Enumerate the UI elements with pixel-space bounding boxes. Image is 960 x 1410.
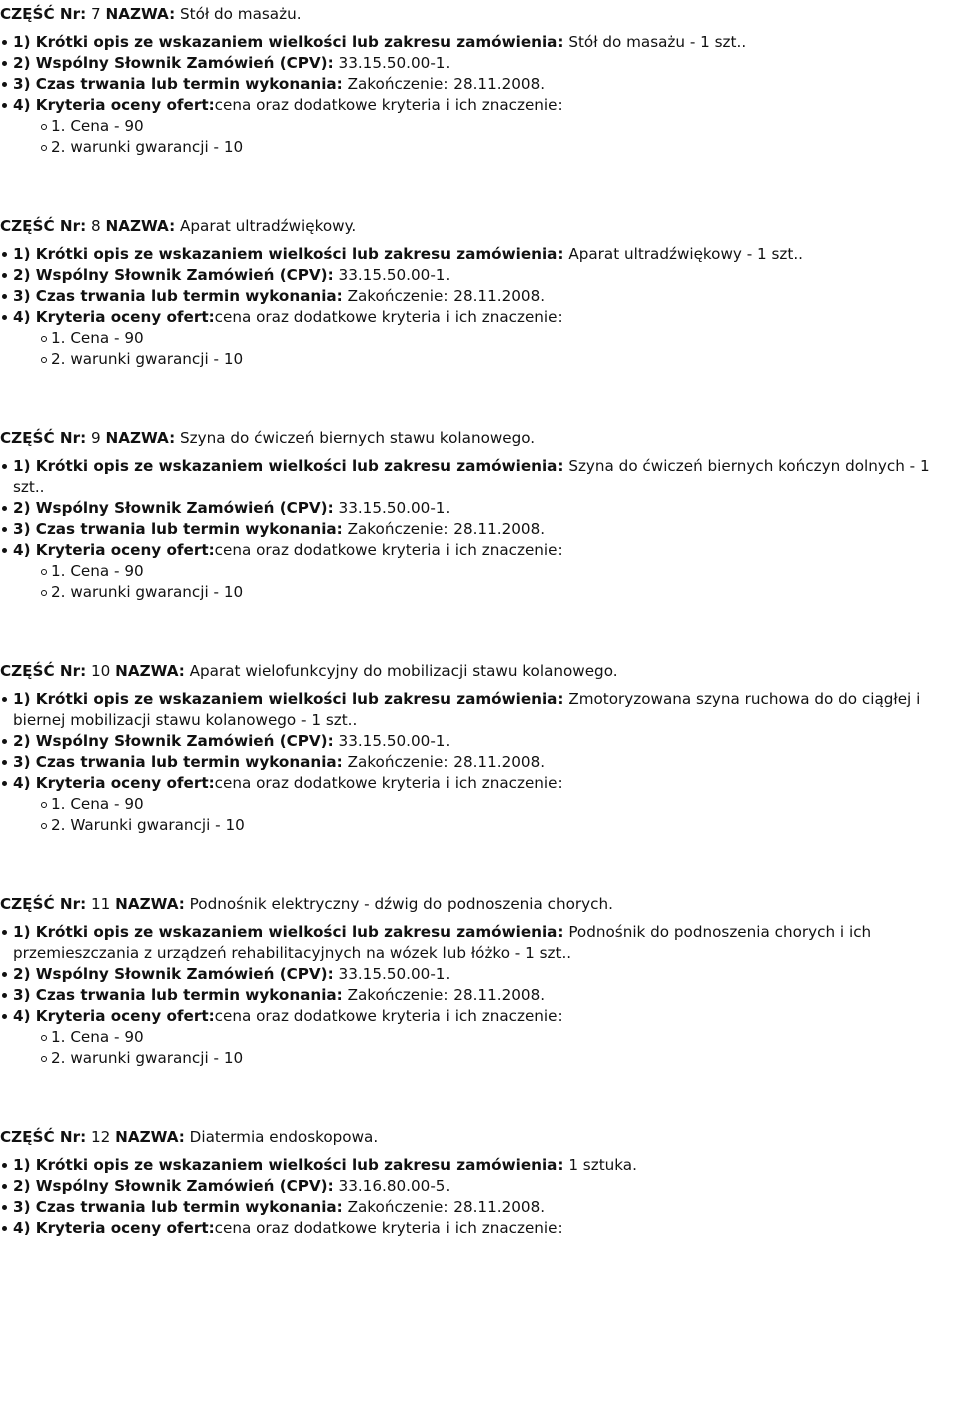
term-label: 3) Czas trwania lub termin wykonania: [13,520,343,538]
criterion-item: 1. Cena - 90 [39,794,958,815]
criteria-item [0,773,958,836]
criteria-label: 4) Kryteria oceny ofert: [13,1007,215,1025]
part-number: 9 [91,429,101,447]
description-label: 1) Krótki opis ze wskazaniem wielkości lub zakresu zamówienia: [13,690,564,708]
part-details-list [0,689,960,836]
order-part [0,426,960,659]
term-label: 3) Czas trwania lub termin wykonania: [13,75,343,93]
part-header [0,426,960,450]
term-item [0,752,958,773]
order-part [0,214,960,426]
description-item [0,244,958,265]
criterion-item: 1. Cena - 90 [39,561,958,582]
description-label: 1) Krótki opis ze wskazaniem wielkości lub zakresu zamówienia: [13,923,564,941]
part-name: Aparat ultradźwiękowy. [180,217,357,235]
part-label: CZĘŚĆ Nr: [0,1128,87,1146]
section-spacer [0,603,960,659]
description-item [0,689,958,731]
order-part [0,659,960,892]
part-number: 10 [91,662,111,680]
part-details-list [0,1155,960,1239]
criteria-text: cena oraz dodatkowe kryteria i ich znaczenie: [214,774,563,792]
criteria-item [0,540,958,603]
cpv-item [0,498,958,519]
part-label: CZĘŚĆ Nr: [0,429,87,447]
section-spacer [0,158,960,214]
section-spacer [0,370,960,426]
term-item [0,985,958,1006]
criterion-item: 1. Cena - 90 [39,328,958,349]
criteria-item [0,95,958,158]
part-header [0,1125,960,1149]
criteria-text: cena oraz dodatkowe kryteria i ich znaczenie: [214,308,563,326]
part-details-list [0,456,960,603]
criteria-label: 4) Kryteria oceny ofert: [13,96,215,114]
criteria-list [13,794,958,836]
description-item [0,456,958,498]
description-value: Zmotoryzowana szyna ruchowa do do ciągłej i biernej mobilizacji stawu kolanowego - 1 szt.. [13,690,921,729]
description-item [0,1155,958,1176]
description-item [0,32,958,53]
criteria-item [0,1218,958,1239]
cpv-value: 33.15.50.00-1. [338,266,451,284]
criteria-label: 4) Kryteria oceny ofert: [13,308,215,326]
description-item [0,922,958,964]
term-label: 3) Czas trwania lub termin wykonania: [13,1198,343,1216]
section-spacer [0,1069,960,1125]
part-name: Aparat wielofunkcyjny do mobilizacji stawu kolanowego. [189,662,618,680]
criterion-item: 2. warunki gwarancji - 10 [39,349,958,370]
order-part [0,892,960,1125]
part-header [0,892,960,916]
term-value: Zakończenie: 28.11.2008. [347,520,546,538]
description-value: Stół do masażu - 1 szt.. [568,33,747,51]
part-name: Szyna do ćwiczeń biernych stawu kolanowego. [180,429,536,447]
name-label: NAZWA: [115,1128,185,1146]
name-label: NAZWA: [105,5,176,23]
cpv-item [0,53,958,74]
criteria-list [13,116,958,158]
cpv-item [0,731,958,752]
criteria-label: 4) Kryteria oceny ofert: [13,1219,215,1237]
description-value: 1 sztuka. [568,1156,637,1174]
criterion-item: 1. Cena - 90 [39,1027,958,1048]
description-value: Szyna do ćwiczeń biernych kończyn dolnych - 1 szt.. [13,457,930,496]
criteria-list [13,328,958,370]
criterion-item: 2. warunki gwarancji - 10 [39,137,958,158]
part-label: CZĘŚĆ Nr: [0,217,87,235]
part-number: 8 [91,217,101,235]
term-value: Zakończenie: 28.11.2008. [347,753,546,771]
name-label: NAZWA: [105,217,176,235]
cpv-value: 33.15.50.00-1. [338,965,451,983]
cpv-value: 33.15.50.00-1. [338,54,451,72]
term-label: 3) Czas trwania lub termin wykonania: [13,986,343,1004]
name-label: NAZWA: [105,429,176,447]
section-spacer [0,836,960,892]
part-header [0,659,960,683]
term-label: 3) Czas trwania lub termin wykonania: [13,287,343,305]
part-details-list [0,922,960,1069]
criterion-item: 2. warunki gwarancji - 10 [39,1048,958,1069]
description-value: Aparat ultradźwiękowy - 1 szt.. [568,245,804,263]
term-value: Zakończenie: 28.11.2008. [347,75,546,93]
term-item [0,74,958,95]
cpv-value: 33.15.50.00-1. [338,499,451,517]
name-label: NAZWA: [115,662,185,680]
part-header [0,2,960,26]
criteria-text: cena oraz dodatkowe kryteria i ich znaczenie: [214,541,563,559]
part-name: Podnośnik elektryczny - dźwig do podnoszenia chorych. [189,895,613,913]
description-label: 1) Krótki opis ze wskazaniem wielkości lub zakresu zamówienia: [13,245,564,263]
criterion-item: 2. warunki gwarancji - 10 [39,582,958,603]
criteria-label: 4) Kryteria oceny ofert: [13,541,215,559]
cpv-label: 2) Wspólny Słownik Zamówień (CPV): [13,965,334,983]
part-label: CZĘŚĆ Nr: [0,5,87,23]
term-value: Zakończenie: 28.11.2008. [347,986,546,1004]
name-label: NAZWA: [115,895,185,913]
criteria-text: cena oraz dodatkowe kryteria i ich znaczenie: [214,1007,563,1025]
cpv-label: 2) Wspólny Słownik Zamówień (CPV): [13,732,334,750]
criteria-text: cena oraz dodatkowe kryteria i ich znaczenie: [214,1219,563,1237]
part-name: Diatermia endoskopowa. [189,1128,379,1146]
part-number: 11 [91,895,111,913]
criteria-list [13,561,958,603]
part-details-list [0,32,960,158]
cpv-label: 2) Wspólny Słownik Zamówień (CPV): [13,1177,334,1195]
term-item [0,1197,958,1218]
description-value: Podnośnik do podnoszenia chorych i ich przemieszczania z urządzeń rehabilitacyjnych na wózek lub łóżko - 1 szt.. [13,923,872,962]
criteria-text: cena oraz dodatkowe kryteria i ich znaczenie: [214,96,563,114]
part-label: CZĘŚĆ Nr: [0,662,87,680]
term-label: 3) Czas trwania lub termin wykonania: [13,753,343,771]
cpv-value: 33.16.80.00-5. [338,1177,451,1195]
term-value: Zakończenie: 28.11.2008. [347,287,546,305]
description-label: 1) Krótki opis ze wskazaniem wielkości lub zakresu zamówienia: [13,457,564,475]
part-details-list [0,244,960,370]
description-label: 1) Krótki opis ze wskazaniem wielkości lub zakresu zamówienia: [13,33,564,51]
part-name: Stół do masażu. [180,5,302,23]
cpv-label: 2) Wspólny Słownik Zamówień (CPV): [13,499,334,517]
criteria-item [0,307,958,370]
criteria-label: 4) Kryteria oceny ofert: [13,774,215,792]
part-label: CZĘŚĆ Nr: [0,895,87,913]
cpv-label: 2) Wspólny Słownik Zamówień (CPV): [13,54,334,72]
order-part [0,1125,960,1295]
criteria-list [13,1027,958,1069]
part-number: 7 [91,5,101,23]
criterion-item: 2. Warunki gwarancji - 10 [39,815,958,836]
cpv-value: 33.15.50.00-1. [338,732,451,750]
criteria-item [0,1006,958,1069]
section-spacer [0,1239,960,1295]
cpv-label: 2) Wspólny Słownik Zamówień (CPV): [13,266,334,284]
term-item [0,286,958,307]
description-label: 1) Krótki opis ze wskazaniem wielkości lub zakresu zamówienia: [13,1156,564,1174]
cpv-item [0,265,958,286]
cpv-item [0,1176,958,1197]
criterion-item: 1. Cena - 90 [39,116,958,137]
term-item [0,519,958,540]
cpv-item [0,964,958,985]
term-value: Zakończenie: 28.11.2008. [347,1198,546,1216]
part-header [0,214,960,238]
part-number: 12 [91,1128,111,1146]
order-part [0,2,960,214]
